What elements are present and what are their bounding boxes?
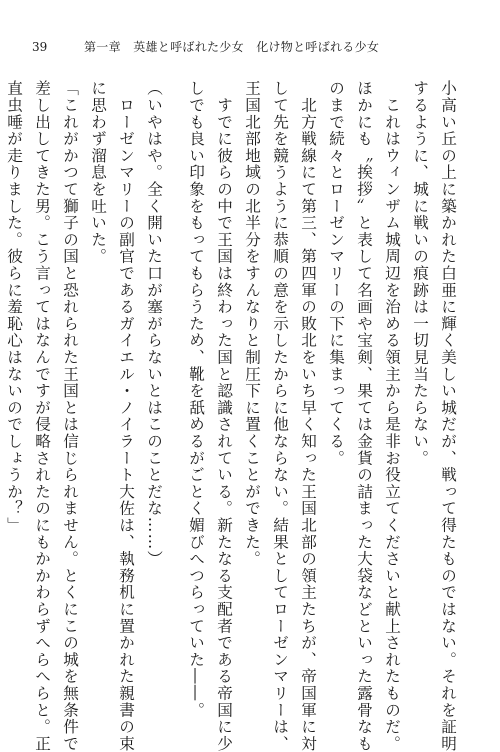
- text-line: に思わず溜息を吐いた。: [89, 80, 107, 265]
- text-line: 差し出してきた男。こう言ってはなんですが侵略されたのにもかかわらずへらへらと。正: [33, 80, 51, 752]
- text-line: 小高い丘の上に築かれた白亜に輝く美しい城だが、戦って得たものではない。それを証明: [439, 80, 457, 752]
- text-line: しでも良い印象をもってもらうため、靴を舐めるがごとく媚びへつらっていた――。: [187, 80, 205, 719]
- paragraph-break: [168, 80, 182, 680]
- text-line: これはウィンザム城周辺を治める領主から是非お役立てくださいと献上されたものだ。: [383, 80, 401, 752]
- text-line: するように、城に戦いの痕跡は一切見当たらない。: [411, 80, 429, 467]
- text-line: のまで続々とローゼンマリーの下に集まってくる。: [327, 80, 345, 467]
- text-line: 北方戦線にて第三、第四軍の敗北をいち早く知った王国北部の領主たちが、帝国軍に対: [299, 80, 317, 752]
- text-line: 「これがかつて獅子の国と恐れられた王国とは信じられません。とくにこの城を無条件で: [61, 80, 79, 752]
- text-line: ローゼンマリーの副官であるガイエル・ノイラート大佐は、執務机に置かれた親書の束: [117, 80, 135, 752]
- vertical-body-text: [5, 80, 462, 752]
- running-header: [32, 38, 379, 55]
- text-line: ほかにも〝挨拶〟と表して名画や宝剣、果ては金貨の詰まった大袋などといった露骨なも: [355, 80, 373, 752]
- text-line: して先を競うように恭順の意を示したからに他ならない。結果としてローゼンマリーは、: [271, 80, 289, 752]
- chapter-running-head: 第一章 英雄と呼ばれた少女 化け物と呼ばれる少女: [84, 40, 380, 54]
- text-line: 王国北部地域の北半分をすんなりと制圧下に置くことができた。: [243, 80, 261, 568]
- text-line: 直虫唾が走りました。彼らに羞恥心はないのでしょうか？」: [5, 80, 23, 534]
- text-line: すでに彼らの中で王国は終わった国と認識されている。新たなる支配者である帝国に少: [215, 80, 233, 752]
- page-number: 39: [32, 40, 48, 54]
- text-line: （いやはや。全く開いた口が塞がらないとはこのことだな……）: [145, 80, 163, 568]
